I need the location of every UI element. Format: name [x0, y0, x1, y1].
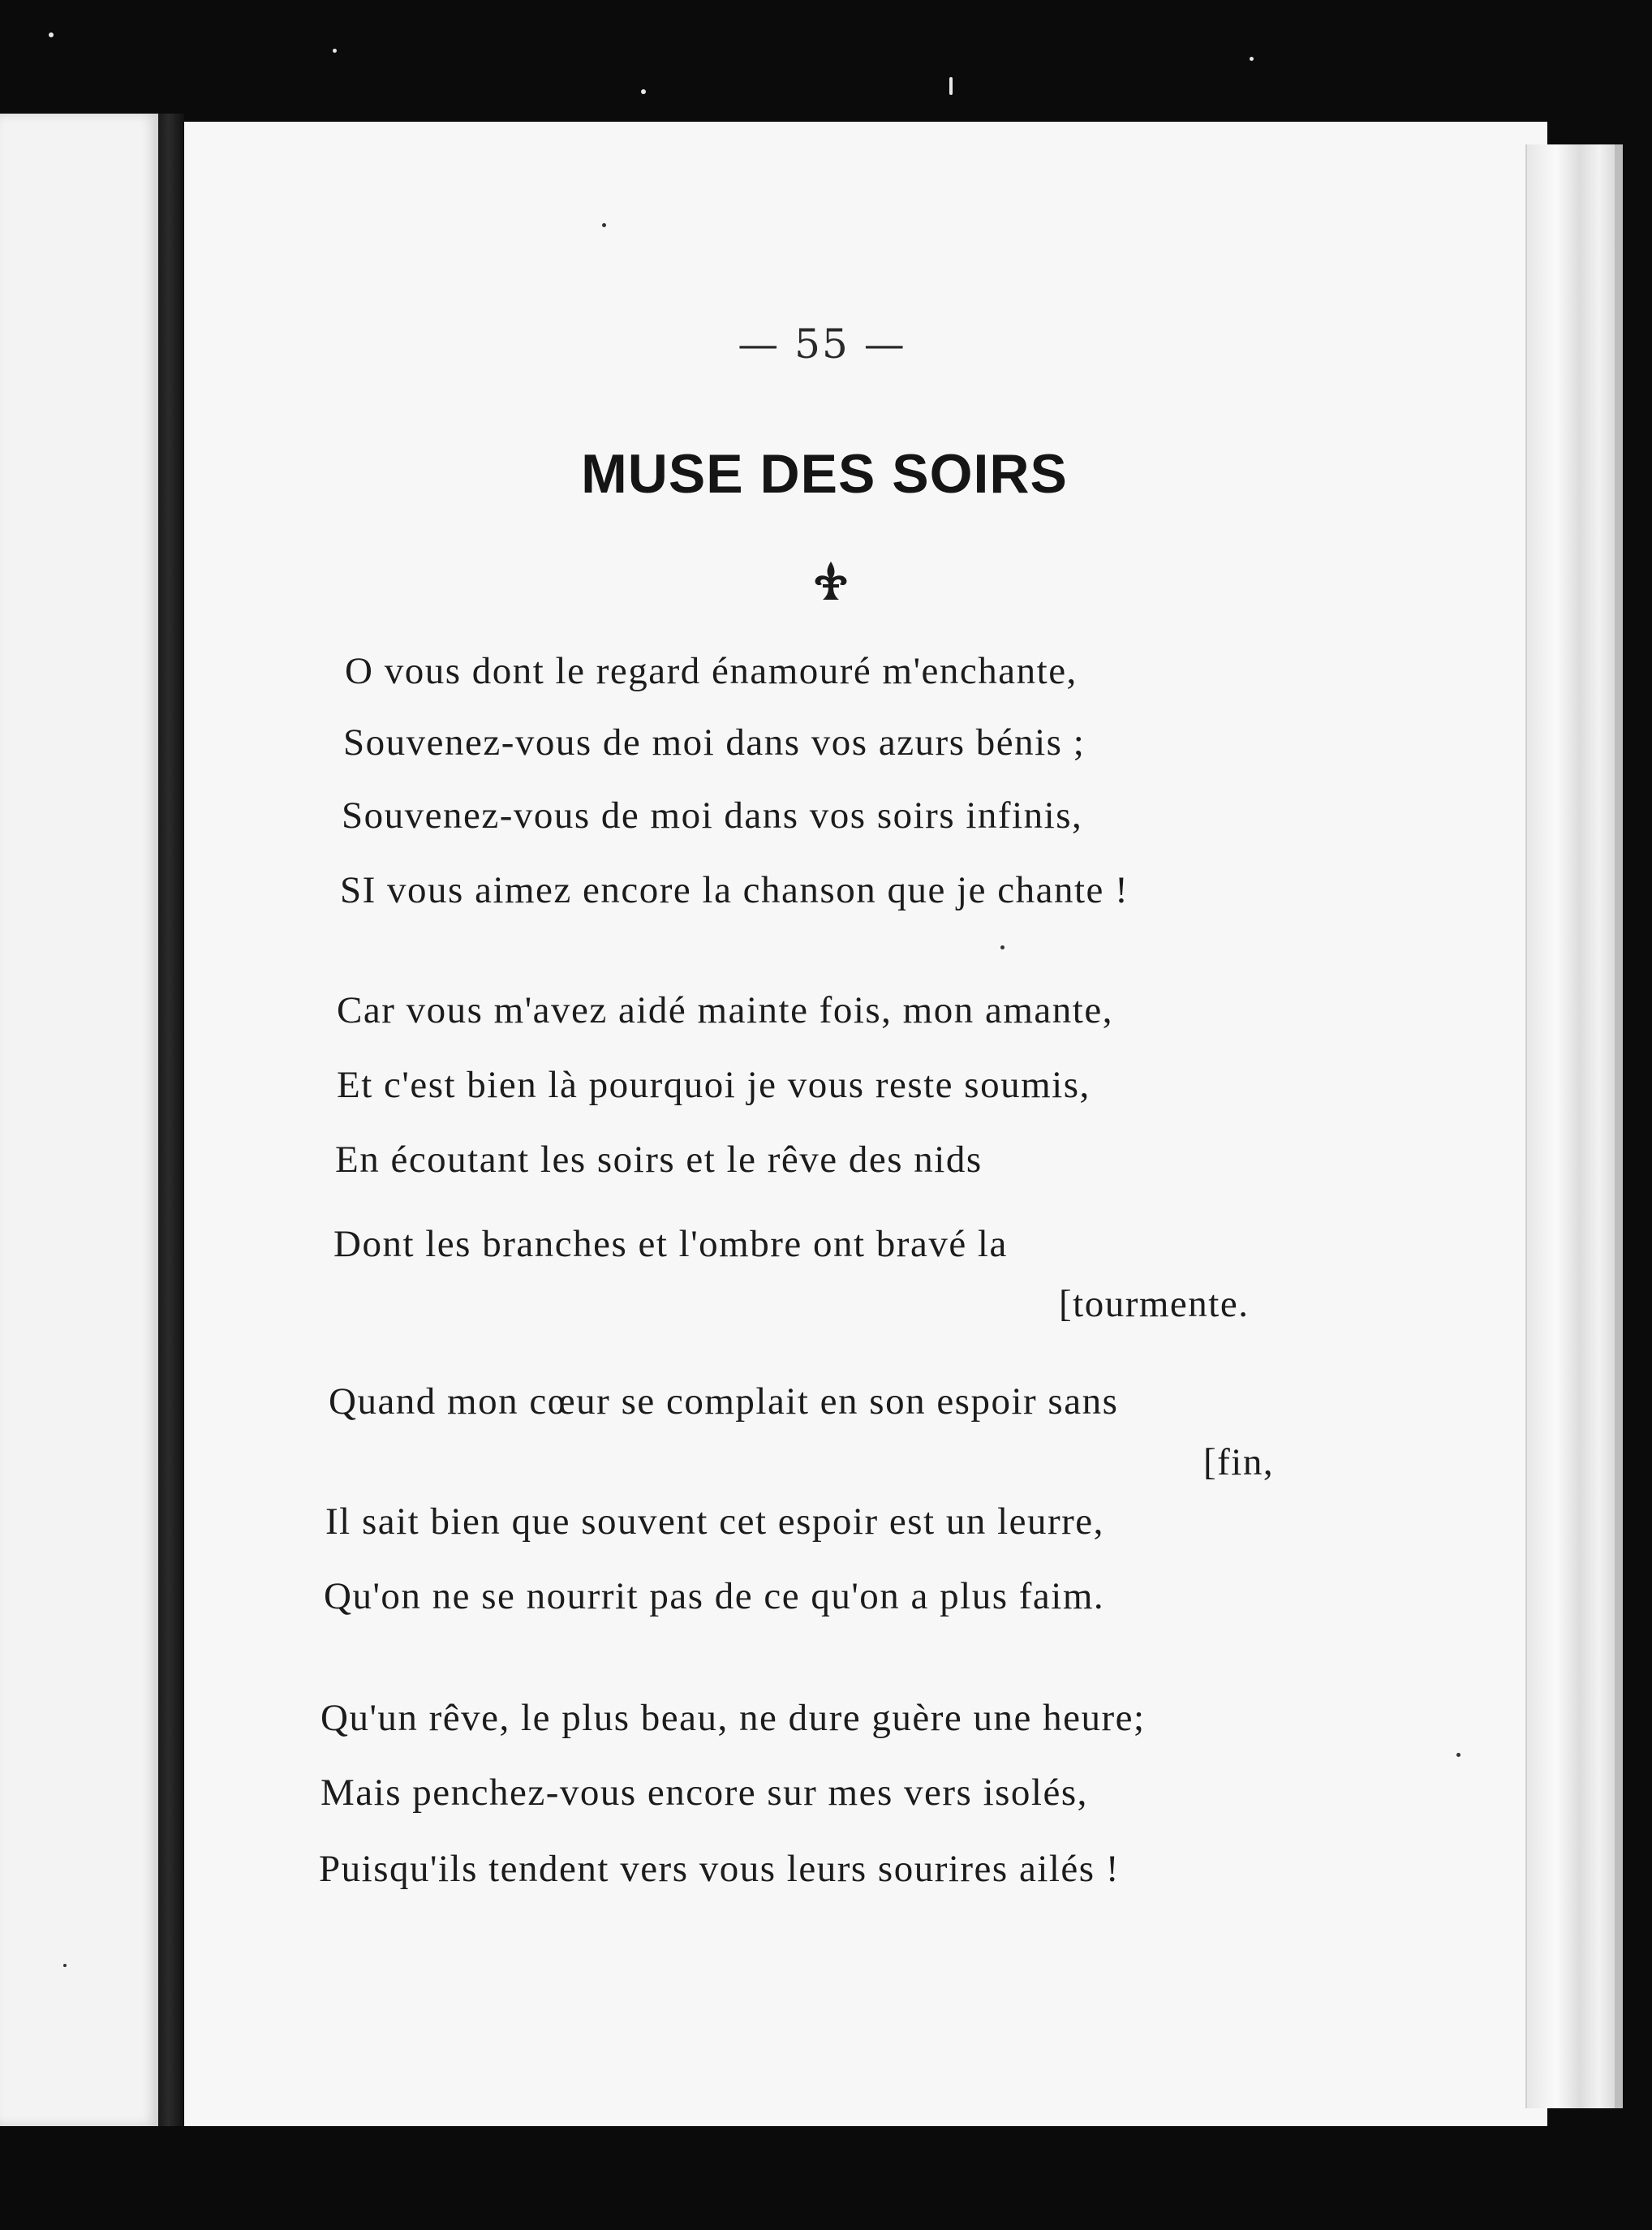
ink-speck [1000, 945, 1005, 949]
page-number: — 55 — [738, 321, 906, 368]
poem-line: Qu'un rêve, le plus beau, ne dure guère une heure; [321, 1697, 1146, 1739]
poem-line: Qu'on ne se nourrit pas de ce qu'on a plus faim. [324, 1575, 1105, 1617]
book-gutter [158, 114, 184, 2126]
poem-line: Souvenez-vous de moi dans vos azurs bénis ; [343, 721, 1086, 764]
poem-line: [fin, [1203, 1441, 1275, 1483]
poem-line: En écoutant les soirs et le rêve des nids [335, 1139, 983, 1181]
previous-page-edge [0, 114, 158, 2126]
dust-speck [333, 49, 337, 53]
poem-line: Quand mon cœur se complait en son espoir sans [329, 1380, 1119, 1423]
poem-line: O vous dont le regard énamouré m'enchante, [345, 650, 1078, 692]
poem-line: Car vous m'avez aidé mainte fois, mon amante, [337, 989, 1113, 1031]
dust-speck [49, 32, 54, 37]
poem-line: Et c'est bien là pourquoi je vous reste soumis, [337, 1064, 1091, 1106]
poem-line: Dont les branches et l'ombre ont bravé la [333, 1223, 1008, 1265]
ink-speck [1456, 1753, 1461, 1757]
fleur-de-lis-icon [811, 560, 850, 602]
page-stack-shadow [1615, 144, 1623, 2108]
dust-speck [1250, 57, 1254, 61]
poem-line: Il sait bien que souvent cet espoir est un leurre, [325, 1500, 1104, 1543]
ink-speck [602, 223, 606, 227]
ink-speck [63, 1964, 67, 1967]
poem-line: Souvenez-vous de moi dans vos soirs infinis, [342, 794, 1083, 837]
dust-speck [641, 89, 646, 94]
page-stack-edge [1525, 144, 1623, 2108]
poem-line: [tourmente. [1059, 1283, 1250, 1325]
dust-speck [949, 77, 953, 95]
poem-title: MUSE DES SOIRS [581, 443, 1068, 505]
poem-line: Mais penchez-vous encore sur mes vers isolés, [321, 1772, 1088, 1814]
poem-line: SI vous aimez encore la chanson que je chante ! [340, 869, 1129, 911]
book-page [184, 122, 1547, 2126]
poem-line: Puisqu'ils tendent vers vous leurs sourires ailés ! [319, 1848, 1120, 1890]
